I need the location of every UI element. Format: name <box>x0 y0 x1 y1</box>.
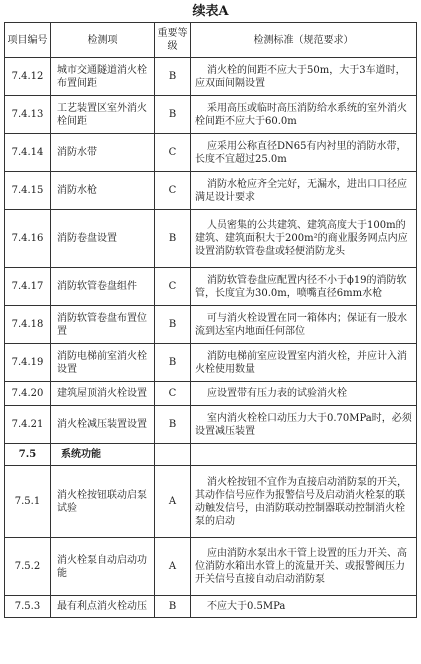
table-row <box>5 268 417 306</box>
row-item: 消火栓按钮联动启泵试验 <box>51 466 155 538</box>
table-row <box>5 344 417 382</box>
row-item: 消防水带 <box>51 134 155 172</box>
section-code: 7.5 <box>5 444 51 466</box>
row-item: 最有利点消火栓动压 <box>51 596 155 618</box>
row-level: B <box>155 210 191 268</box>
row-standard: 室内消火栓栓口动压力大于0.70MPa时，必须设置减压装置 <box>191 406 417 444</box>
row-code: 7.5.3 <box>5 596 51 618</box>
row-code: 7.4.21 <box>5 406 51 444</box>
header-level: 重要等级 <box>155 23 191 58</box>
table-row <box>5 172 417 210</box>
row-code: 7.4.19 <box>5 344 51 382</box>
row-item: 消火栓减压装置设置 <box>51 406 155 444</box>
row-level: C <box>155 134 191 172</box>
row-level: C <box>155 172 191 210</box>
table-title: 续表A <box>192 4 229 19</box>
row-code: 7.4.12 <box>5 58 51 96</box>
row-code: 7.4.13 <box>5 96 51 134</box>
row-item: 消防水枪 <box>51 172 155 210</box>
row-level: B <box>155 406 191 444</box>
header-code: 项目编号 <box>5 23 51 58</box>
row-code: 7.4.17 <box>5 268 51 306</box>
row-standard: 人员密集的公共建筑、建筑高度大于100m的建筑、建筑面积大于200m²的商业服务网点内应设置消防软管卷盘或轻便消防龙头 <box>191 210 417 268</box>
row-level: B <box>155 596 191 618</box>
row-item: 消防电梯前室消火栓设置 <box>51 344 155 382</box>
table-row <box>5 596 417 618</box>
section-standard <box>191 444 417 466</box>
row-level: A <box>155 466 191 538</box>
row-item: 消火栓泵自动启动功能 <box>51 538 155 596</box>
row-standard: 应由消防水泵出水干管上设置的压力开关、高位消防水箱出水管上的流量开关、或报警阀压力开关信号直接自动启动消防泵 <box>191 538 417 596</box>
row-item: 消防软管卷盘组件 <box>51 268 155 306</box>
table-row <box>5 58 417 96</box>
row-code: 7.4.20 <box>5 382 51 406</box>
header-item: 检测项 <box>51 23 155 58</box>
row-standard: 消火栓按钮不宜作为直接启动消防泵的开关，其动作信号应作为报警信号及启动消火栓泵的联动触发信号，由消防联动控制器联动控制消火栓泵的启动 <box>191 466 417 538</box>
row-standard: 采用高压或临时高压消防给水系统的室外消火栓间距不应大于60.0m <box>191 96 417 134</box>
table-row <box>5 406 417 444</box>
row-item: 工艺装置区室外消火栓间距 <box>51 96 155 134</box>
section-level <box>155 444 191 466</box>
row-level: B <box>155 306 191 344</box>
header-standard: 检测标准（规范要求） <box>191 23 417 58</box>
row-standard: 不应大于0.5MPa <box>191 596 417 618</box>
row-level: C <box>155 382 191 406</box>
row-standard: 应采用公称直径DN65有内衬里的消防水带，长度不宜超过25.0m <box>191 134 417 172</box>
row-item: 建筑屋顶消火栓设置 <box>51 382 155 406</box>
inspection-table <box>4 22 417 618</box>
table-row <box>5 210 417 268</box>
row-item: 消防软管卷盘布置位置 <box>51 306 155 344</box>
row-item: 城市交通隧道消火栓布置间距 <box>51 58 155 96</box>
row-code: 7.4.15 <box>5 172 51 210</box>
table-row <box>5 466 417 538</box>
row-standard: 消防电梯前室应设置室内消火栓，并应计入消火栓使用数量 <box>191 344 417 382</box>
section-title: 系统功能 <box>51 444 155 466</box>
row-standard: 消防软管卷盘应配置内径不小于ϕ19的消防软管，长度宜为30.0m，喷嘴直径6mm水枪 <box>191 268 417 306</box>
row-level: A <box>155 538 191 596</box>
row-code: 7.5.1 <box>5 466 51 538</box>
row-standard: 可与消火栓设置在同一箱体内；保证有一股水流到达室内地面任何部位 <box>191 306 417 344</box>
row-standard: 消防水枪应齐全完好，无漏水，进出口口径应满足设计要求 <box>191 172 417 210</box>
row-level: B <box>155 344 191 382</box>
table-row <box>5 134 417 172</box>
row-standard: 消火栓的间距不应大于50m，大于3车道时，应双面间隔设置 <box>191 58 417 96</box>
row-item: 消防卷盘设置 <box>51 210 155 268</box>
table-row <box>5 306 417 344</box>
row-level: B <box>155 96 191 134</box>
row-code: 7.4.18 <box>5 306 51 344</box>
row-code: 7.4.16 <box>5 210 51 268</box>
row-code: 7.4.14 <box>5 134 51 172</box>
table-row <box>5 96 417 134</box>
row-code: 7.5.2 <box>5 538 51 596</box>
section-row <box>5 444 417 466</box>
row-level: B <box>155 58 191 96</box>
header-row <box>5 23 417 58</box>
row-level: C <box>155 268 191 306</box>
row-standard: 应设置带有压力表的试验消火栓 <box>191 382 417 406</box>
table-row <box>5 538 417 596</box>
table-row <box>5 382 417 406</box>
